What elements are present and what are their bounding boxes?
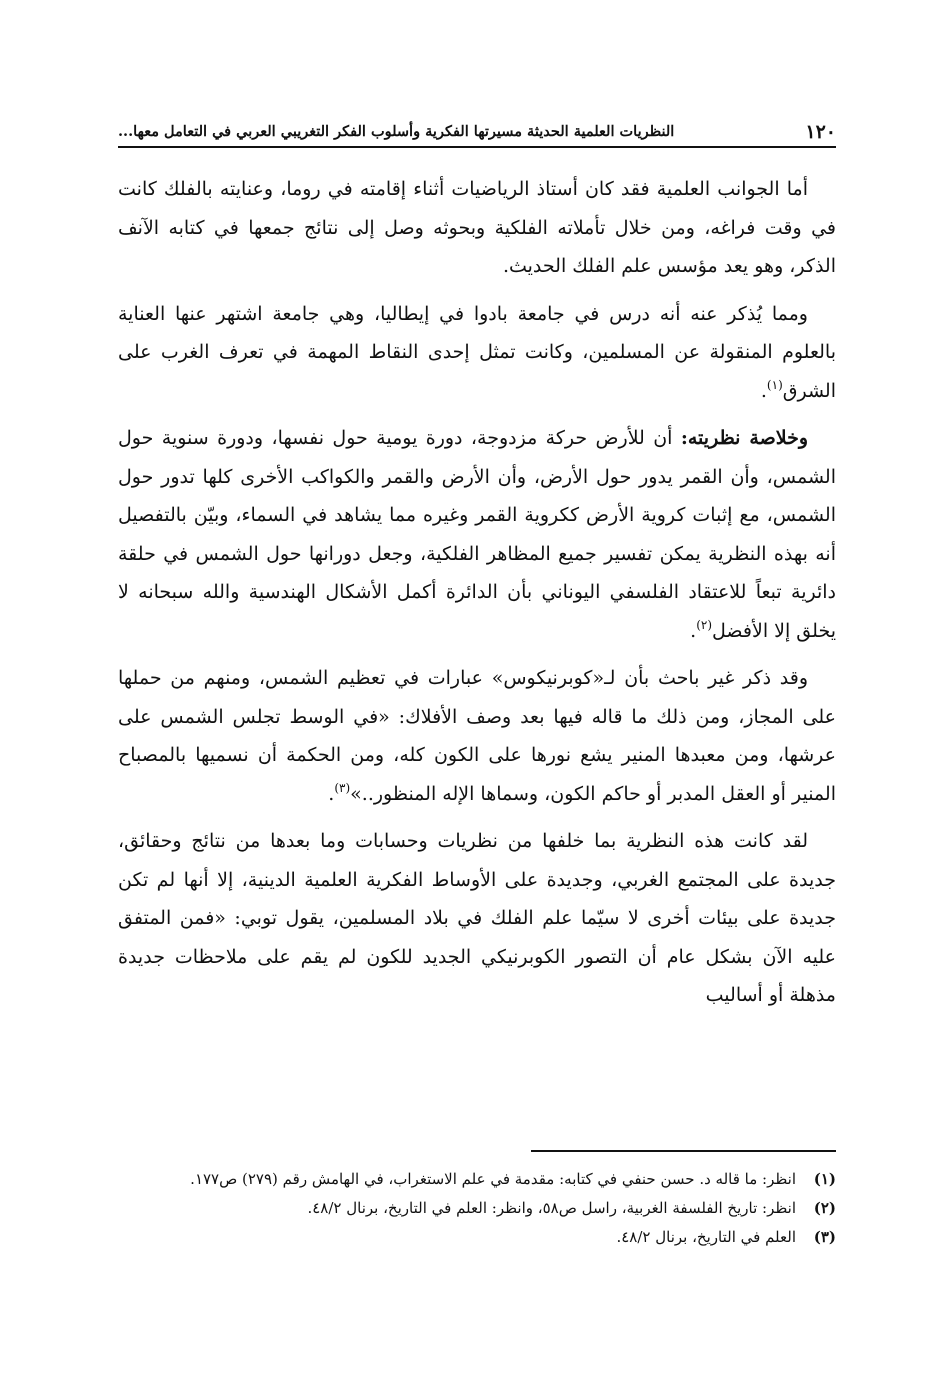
paragraph-text: ومما يُذكر عنه أنه درس في جامعة بادوا في إيطاليا، وهي جامعة اشتهر عنها العناية بالعلوم المنقولة عن المسلمين، وكانت تمثل إحدى النقاط المهمة في تعرف الغرب على الشرق <box>118 302 836 402</box>
paragraph-tail: . <box>760 379 767 402</box>
header-divider <box>118 146 836 148</box>
footnote-ref[interactable]: (٢) <box>696 617 713 632</box>
running-title: النظريات العلمية الحديثة مسيرتها الفكرية وأسلوب الفكر التغريبي العربي في التعامل معها... <box>118 123 675 140</box>
footnotes <box>118 1165 836 1252</box>
footnote-item <box>118 1223 836 1252</box>
paragraph-text: أن للأرض حركة مزدوجة، دورة يومية حول نفسها، ودورة سنوية حول الشمس، وأن القمر يدور حول الأرض، وأن الأرض والقمر والكواكب الأخرى كلها تدور حول الشمس، مع إثبات كروية الأرض ككروية القمر وغيره مما يشاهد في السماء، وبيّن بالتفصيل أنه بهذه النظرية يمكن تفسير جميع المظاهر الفلكية، وجعل دورانها حول الشمس في حلقة دائرية تبعاً للاعتقاد الفلسفي اليوناني بأن الدائرة أكمل الأشكال الهندسية والله سبحانه لا يخلق إلا الأفضل <box>118 427 836 642</box>
footnote-number: (٢) <box>813 1199 836 1217</box>
body-text <box>118 170 836 1024</box>
book-page <box>118 0 836 1387</box>
footnote-text: انظر: ما قاله د. حسن حنفي في كتابه: مقدمة في علم الاستغراب، في الهامش رقم (٢٧٩) ص١٧٧. <box>190 1170 796 1188</box>
paragraph <box>118 659 836 813</box>
paragraph-text: وقد ذكر غير باحث بأن لـ«كوبرنيكوس» عبارات في تعظيم الشمس، ومنهم من حملها على المجاز، ومن ذلك ما قاله فيها بعد وصف الأفلاك: «في الوسط تجلس الشمس على عرشها، ومن معبدها المنير يشع نورها على الكون كله، ومن الحكمة أن نسميها بالمصباح المنير أو العقل المدبر أو حاكم الكون، وسماها الإله المنظور..» <box>118 667 836 805</box>
footnote-number: (١) <box>813 1170 836 1188</box>
paragraph-text: أما الجوانب العلمية فقد كان أستاذ الرياضيات أثناء إقامته في روما، وعنايته بالفلك كانت في وقت فراغه، ومن خلال تأملاته الفلكية وبحوثه وصل إلى نتائج جمعها في كتابه الآنف الذكر، وهو يعد مؤسس علم الفلك الحديث. <box>118 178 836 277</box>
paragraph-lead: وخلاصة نظريته: <box>680 427 808 449</box>
paragraph-tail: . <box>328 782 335 805</box>
paragraph-text: لقد كانت هذه النظرية بما خلفها من نظريات وحسابات وما بعدها من نتائج وحقائق، جديدة على المجتمع الغربي، وجديدة على الأوساط الفكرية العلمية الدينية، إلا أنها لم تكن جديدة على بيئات أخرى لا سيّما علم الفلك في بلاد المسلمين، يقول توبي: «فمن المتفق عليه الآن بشكل عام أن التصور الكوبرنيكي الجديد للكون لم يقم على ملاحظات جديدة مذهلة أو أساليب <box>118 830 836 1006</box>
footnote-item <box>118 1194 836 1223</box>
running-header <box>118 108 836 144</box>
footnote-ref[interactable]: (١) <box>766 377 783 392</box>
footnote-text: العلم في التاريخ، برنال ٤٨/٢. <box>616 1228 796 1246</box>
page-number: ١٢٠ <box>805 121 836 143</box>
footnote-divider <box>531 1150 836 1152</box>
paragraph-tail: . <box>690 619 697 642</box>
footnote-item <box>118 1165 836 1194</box>
footnote-ref[interactable]: (٣) <box>334 780 351 795</box>
paragraph <box>118 822 836 1015</box>
paragraph <box>118 419 836 650</box>
footnote-number: (٣) <box>813 1228 836 1246</box>
paragraph <box>118 295 836 411</box>
paragraph <box>118 170 836 286</box>
footnote-text: انظر: تاريخ الفلسفة الغربية، راسل ص٥٨، وانظر: العلم في التاريخ، برنال ٤٨/٢. <box>307 1199 796 1217</box>
